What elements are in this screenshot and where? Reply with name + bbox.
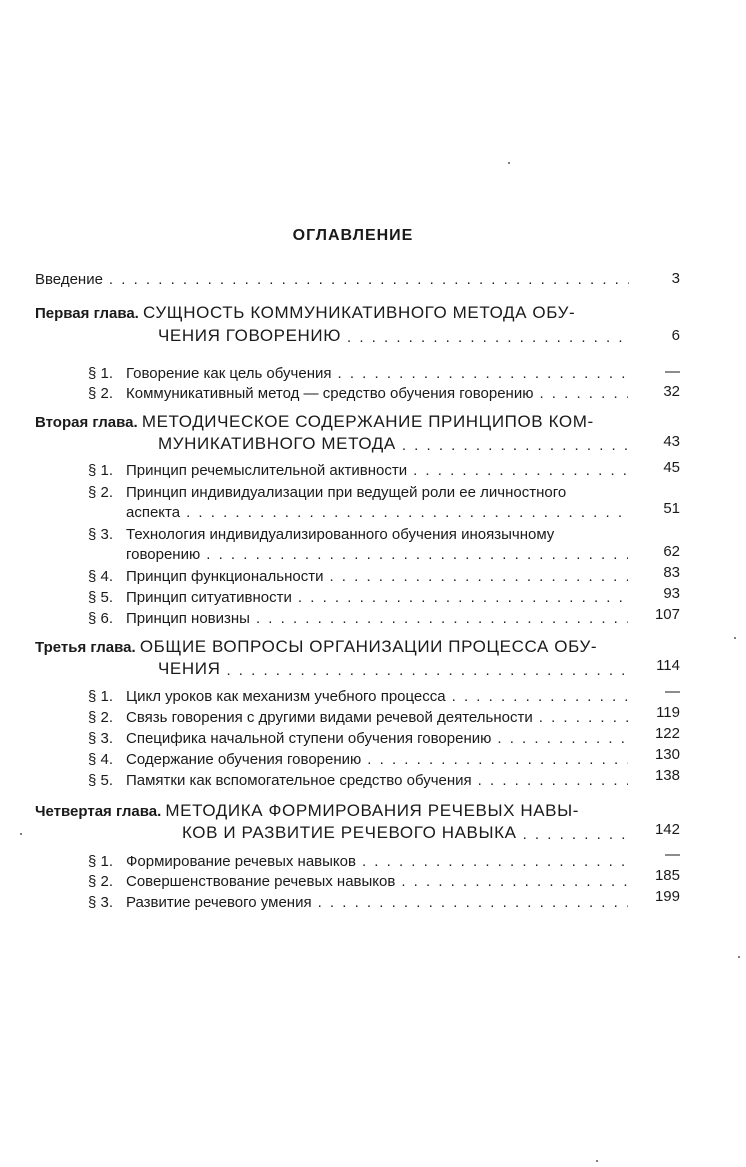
section-number: § 5.	[88, 772, 114, 789]
page-number: 122	[654, 725, 680, 742]
section-number: § 4.	[88, 568, 114, 585]
toc-section	[88, 848, 634, 870]
leader-dots	[318, 894, 628, 911]
page-number: 62	[663, 543, 680, 560]
section-number: § 1.	[88, 688, 114, 705]
chapter-2-heading	[35, 410, 635, 432]
section-title: Памятки как вспомогательное средство обучения	[126, 772, 472, 789]
section-number: § 2.	[88, 873, 114, 890]
toc-section	[88, 767, 634, 789]
chapter-title-cont: МУНИКАТИВНОГО МЕТОДА	[158, 434, 396, 453]
section-number: § 4.	[88, 751, 114, 768]
leader-dots	[478, 772, 628, 789]
leader-dots	[298, 589, 628, 606]
scan-speck	[738, 956, 740, 958]
chapter-label: Третья глава.	[35, 639, 136, 656]
leader-dots	[367, 751, 628, 768]
page-number: 6	[671, 327, 680, 344]
chapter-title: ОБЩИЕ ВОПРОСЫ ОРГАНИЗАЦИИ ПРОЦЕССА ОБУ-	[139, 637, 598, 656]
section-number: § 6.	[88, 610, 114, 627]
leader-dots	[109, 271, 629, 288]
chapter-title: МЕТОДИКА ФОРМИРОВАНИЯ РЕЧЕВЫХ НАВЫ-	[165, 801, 580, 820]
section-title-cont: говорению	[126, 546, 201, 563]
chapter-title: МЕТОДИЧЕСКОЕ СОДЕРЖАНИЕ ПРИНЦИПОВ КОМ-	[141, 412, 594, 431]
section-title-cont: аспекта	[126, 504, 181, 521]
section-title: Коммуникативный метод — средство обучения говорению	[126, 385, 534, 402]
section-title: Технология индивидуализированного обучения иноязычному	[126, 526, 555, 543]
section-title: Принцип индивидуализации при ведущей роли ее личностного	[126, 484, 567, 501]
leader-dots	[413, 462, 628, 479]
page-number: 199	[654, 888, 680, 905]
scan-speck	[734, 637, 736, 639]
page-number: 114	[656, 657, 680, 674]
section-title: Совершенствование речевых навыков	[126, 873, 396, 890]
page-number: —	[665, 363, 680, 380]
page-number: 83	[663, 564, 680, 581]
leader-dots	[329, 568, 628, 585]
toc-section-cont	[126, 541, 634, 563]
leader-dots	[402, 437, 628, 454]
section-number: § 1.	[88, 853, 114, 870]
page-number: —	[665, 683, 680, 700]
chapter-3-heading-cont	[158, 657, 634, 679]
section-number: § 5.	[88, 589, 114, 606]
chapter-4-heading-cont	[182, 821, 634, 843]
page-number: 43	[663, 433, 680, 450]
page-number: 45	[663, 459, 680, 476]
section-number: § 2.	[88, 484, 114, 501]
page-number: 93	[663, 585, 680, 602]
chapter-1-heading	[35, 301, 635, 323]
chapter-label: Вторая глава.	[35, 414, 138, 431]
section-number: § 3.	[88, 526, 114, 543]
leader-dots	[523, 826, 628, 843]
section-title: Содержание обучения говорению	[126, 751, 362, 768]
toc-section	[88, 521, 634, 543]
page-number: 107	[654, 606, 680, 623]
leader-dots	[347, 329, 628, 346]
section-number: § 3.	[88, 730, 114, 747]
leader-dots	[452, 688, 628, 705]
page-number: 142	[654, 821, 680, 838]
toc-section	[88, 683, 634, 705]
toc-title: ОГЛАВЛЕНИЕ	[292, 227, 414, 244]
leader-dots	[539, 709, 628, 726]
chapter-title-cont: КОВ И РАЗВИТИЕ РЕЧЕВОГО НАВЫКА	[182, 823, 517, 842]
leader-dots	[186, 504, 628, 521]
chapter-label: Первая глава.	[35, 305, 139, 322]
section-title: Специфика начальной ступени обучения говорению	[126, 730, 492, 747]
chapter-title-cont: ЧЕНИЯ ГОВОРЕНИЮ	[158, 326, 341, 345]
page-number: 138	[654, 767, 680, 784]
leader-dots	[256, 610, 628, 627]
page-number: 32	[663, 383, 680, 400]
toc-section	[88, 605, 634, 627]
section-title: Принцип ситуативности	[126, 589, 292, 606]
entry-label: Введение	[35, 271, 103, 288]
page-number: 185	[654, 867, 680, 884]
leader-dots	[539, 385, 628, 402]
leader-dots	[226, 662, 628, 679]
toc-section	[88, 868, 634, 890]
chapter-2-heading-cont	[158, 432, 634, 454]
chapter-title-cont: ЧЕНИЯ	[158, 659, 221, 678]
chapter-4-heading	[35, 799, 635, 821]
section-number: § 1.	[88, 365, 114, 382]
toc-section	[88, 563, 634, 585]
leader-dots	[206, 546, 628, 563]
scan-speck	[596, 1160, 598, 1162]
toc-section	[88, 725, 634, 747]
toc-section	[88, 479, 634, 501]
chapter-1-heading-cont	[158, 324, 634, 346]
section-title: Развитие речевого умения	[126, 894, 312, 911]
page-number: 51	[663, 500, 680, 517]
section-title: Принцип функциональности	[126, 568, 324, 585]
section-number: § 1.	[88, 462, 114, 479]
toc-section	[88, 457, 634, 479]
page-number: 3	[671, 270, 680, 287]
chapter-3-heading	[35, 635, 635, 657]
section-title: Формирование речевых навыков	[126, 853, 356, 870]
toc-section-cont	[126, 499, 634, 521]
page-number: —	[665, 846, 680, 863]
section-title: Связь говорения с другими видами речевой деятельности	[126, 709, 533, 726]
toc-section	[88, 380, 634, 402]
page-number: 119	[656, 704, 680, 721]
toc-section	[88, 704, 634, 726]
toc-entry-intro	[35, 266, 635, 288]
toc-section	[88, 584, 634, 606]
section-title: Цикл уроков как механизм учебного процесса	[126, 688, 446, 705]
chapter-title: СУЩНОСТЬ КОММУНИКАТИВНОГО МЕТОДА ОБУ-	[143, 303, 576, 322]
section-title: Говорение как цель обучения	[126, 365, 332, 382]
toc-section	[88, 360, 634, 382]
section-number: § 2.	[88, 709, 114, 726]
section-title: Принцип речемыслительной активности	[126, 462, 408, 479]
leader-dots	[401, 873, 628, 890]
section-number: § 2.	[88, 385, 114, 402]
section-number: § 3.	[88, 894, 114, 911]
chapter-label: Четвертая глава.	[35, 803, 162, 820]
scan-speck	[508, 162, 510, 164]
toc-section	[88, 889, 634, 911]
page-number: 130	[654, 746, 680, 763]
scan-speck	[20, 833, 22, 835]
leader-dots	[497, 730, 628, 747]
toc-section	[88, 746, 634, 768]
section-title: Принцип новизны	[126, 610, 250, 627]
